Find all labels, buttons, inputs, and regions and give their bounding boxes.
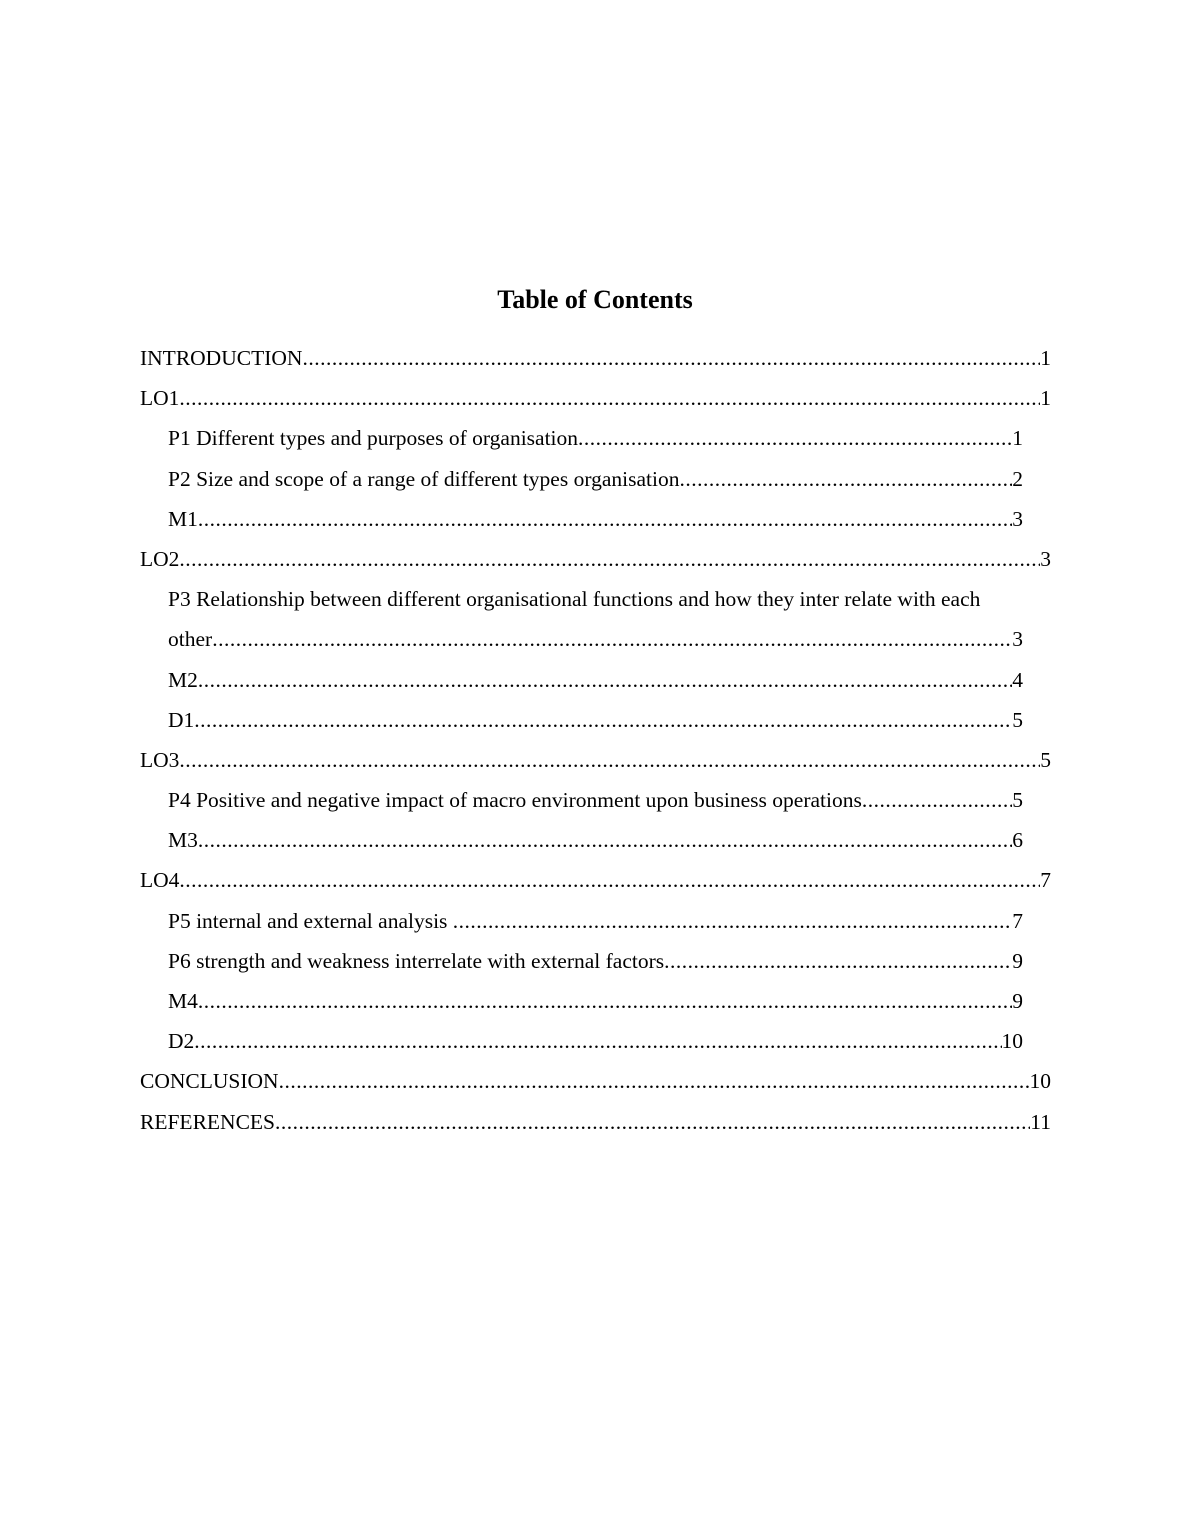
toc-dot-leader — [194, 1021, 1001, 1061]
toc-dot-leader — [179, 860, 1040, 900]
toc-dot-leader — [198, 499, 1012, 539]
toc-entry-lo4[interactable] — [140, 860, 1051, 900]
toc-page-number: 5 — [1012, 707, 1023, 732]
toc-dot-leader — [862, 780, 1012, 820]
toc-title: Table of Contents — [497, 285, 693, 314]
toc-page-number: 5 — [1012, 788, 1023, 813]
toc-page-number: 7 — [1040, 868, 1051, 893]
toc-list — [0, 338, 1190, 1142]
toc-dot-leader — [578, 418, 1012, 458]
toc-entry-label: P2 Size and scope of a range of different types organisation — [168, 466, 680, 491]
toc-entry-label: LO4 — [140, 868, 180, 893]
toc-entry-p3[interactable] — [168, 579, 1051, 659]
toc-page-number: 2 — [1012, 466, 1023, 491]
toc-entry-label: P1 Different types and purposes of organisation — [168, 426, 579, 451]
toc-entry-conclusion[interactable] — [140, 1061, 1051, 1101]
toc-entry-label: CONCLUSION — [140, 1069, 279, 1094]
toc-dot-leader — [179, 740, 1040, 780]
toc-dot-leader — [275, 1102, 1030, 1142]
toc-page-number: 9 — [1012, 948, 1023, 973]
toc-entry-m3[interactable] — [168, 820, 1023, 860]
toc-entry-d2[interactable] — [168, 1021, 1023, 1061]
toc-entry-lo2[interactable] — [140, 539, 1051, 579]
toc-entry-references[interactable] — [140, 1102, 1051, 1142]
toc-entry-label: P5 internal and external analysis — [168, 908, 453, 933]
toc-dot-leader — [198, 660, 1012, 700]
toc-page-number: 11 — [1030, 1109, 1051, 1134]
toc-entry-label: D2 — [168, 1029, 195, 1054]
toc-entry-label: D1 — [168, 707, 195, 732]
toc-entry-p2[interactable] — [168, 459, 1023, 499]
toc-dot-leader — [212, 619, 1012, 659]
toc-dot-leader — [664, 941, 1012, 981]
toc-entry-m1[interactable] — [168, 499, 1023, 539]
toc-page-number: 3 — [1012, 506, 1023, 531]
toc-entry-label: M1 — [168, 506, 198, 531]
toc-page-number: 1 — [1040, 386, 1051, 411]
toc-page-number: 3 — [1012, 627, 1023, 652]
toc-dot-leader — [179, 539, 1040, 579]
toc-page-number: 4 — [1012, 667, 1023, 692]
toc-entry-introduction[interactable] — [140, 338, 1051, 378]
toc-page-number: 10 — [1001, 1029, 1023, 1054]
toc-entry-m4[interactable] — [168, 981, 1023, 1021]
toc-dot-leader — [302, 338, 1040, 378]
toc-dot-leader — [679, 459, 1012, 499]
toc-entry-p6[interactable] — [168, 941, 1023, 981]
toc-entry-label-line1: P3 Relationship between different organisational functions and how they inter relate with each — [168, 587, 981, 612]
toc-entry-label: LO2 — [140, 546, 180, 571]
toc-entry-p1[interactable] — [168, 418, 1023, 458]
toc-page-number: 1 — [1040, 346, 1051, 370]
toc-entry-p4[interactable] — [168, 780, 1023, 820]
toc-page-number: 1 — [1012, 426, 1023, 451]
toc-entry-label: INTRODUCTION — [140, 346, 303, 370]
toc-entry-p5[interactable] — [168, 901, 1023, 941]
toc-page-number: 6 — [1012, 828, 1023, 853]
toc-entry-m2[interactable] — [168, 660, 1023, 700]
toc-entry-label: P6 strength and weakness interrelate with external factors — [168, 948, 665, 973]
toc-page-number: 7 — [1012, 908, 1023, 933]
toc-entry-label: P4 Positive and negative impact of macro environment upon business operations — [168, 788, 862, 813]
toc-entry-label: M2 — [168, 667, 198, 692]
toc-entry-label: M4 — [168, 989, 198, 1014]
toc-entry-lo3[interactable] — [140, 740, 1051, 780]
toc-dot-leader — [179, 378, 1040, 418]
toc-entry-label: M3 — [168, 828, 198, 853]
toc-page-number: 5 — [1040, 747, 1051, 772]
toc-entry-label: LO3 — [140, 747, 180, 772]
toc-page-number: 10 — [1029, 1069, 1051, 1094]
toc-entry-d1[interactable] — [168, 700, 1023, 740]
toc-dot-leader — [198, 820, 1012, 860]
toc-dot-leader — [194, 700, 1012, 740]
toc-page-number: 9 — [1012, 989, 1023, 1014]
toc-entry-lo1[interactable] — [140, 378, 1051, 418]
toc-page-number: 3 — [1040, 546, 1051, 571]
toc-dot-leader — [279, 1061, 1030, 1101]
toc-entry-label-line2: other — [168, 627, 213, 652]
toc-entry-second-line — [168, 619, 1023, 659]
toc-entry-label: LO1 — [140, 386, 180, 411]
toc-dot-leader — [453, 901, 1012, 941]
toc-dot-leader — [198, 981, 1012, 1021]
toc-entry-label: REFERENCES — [140, 1109, 275, 1134]
